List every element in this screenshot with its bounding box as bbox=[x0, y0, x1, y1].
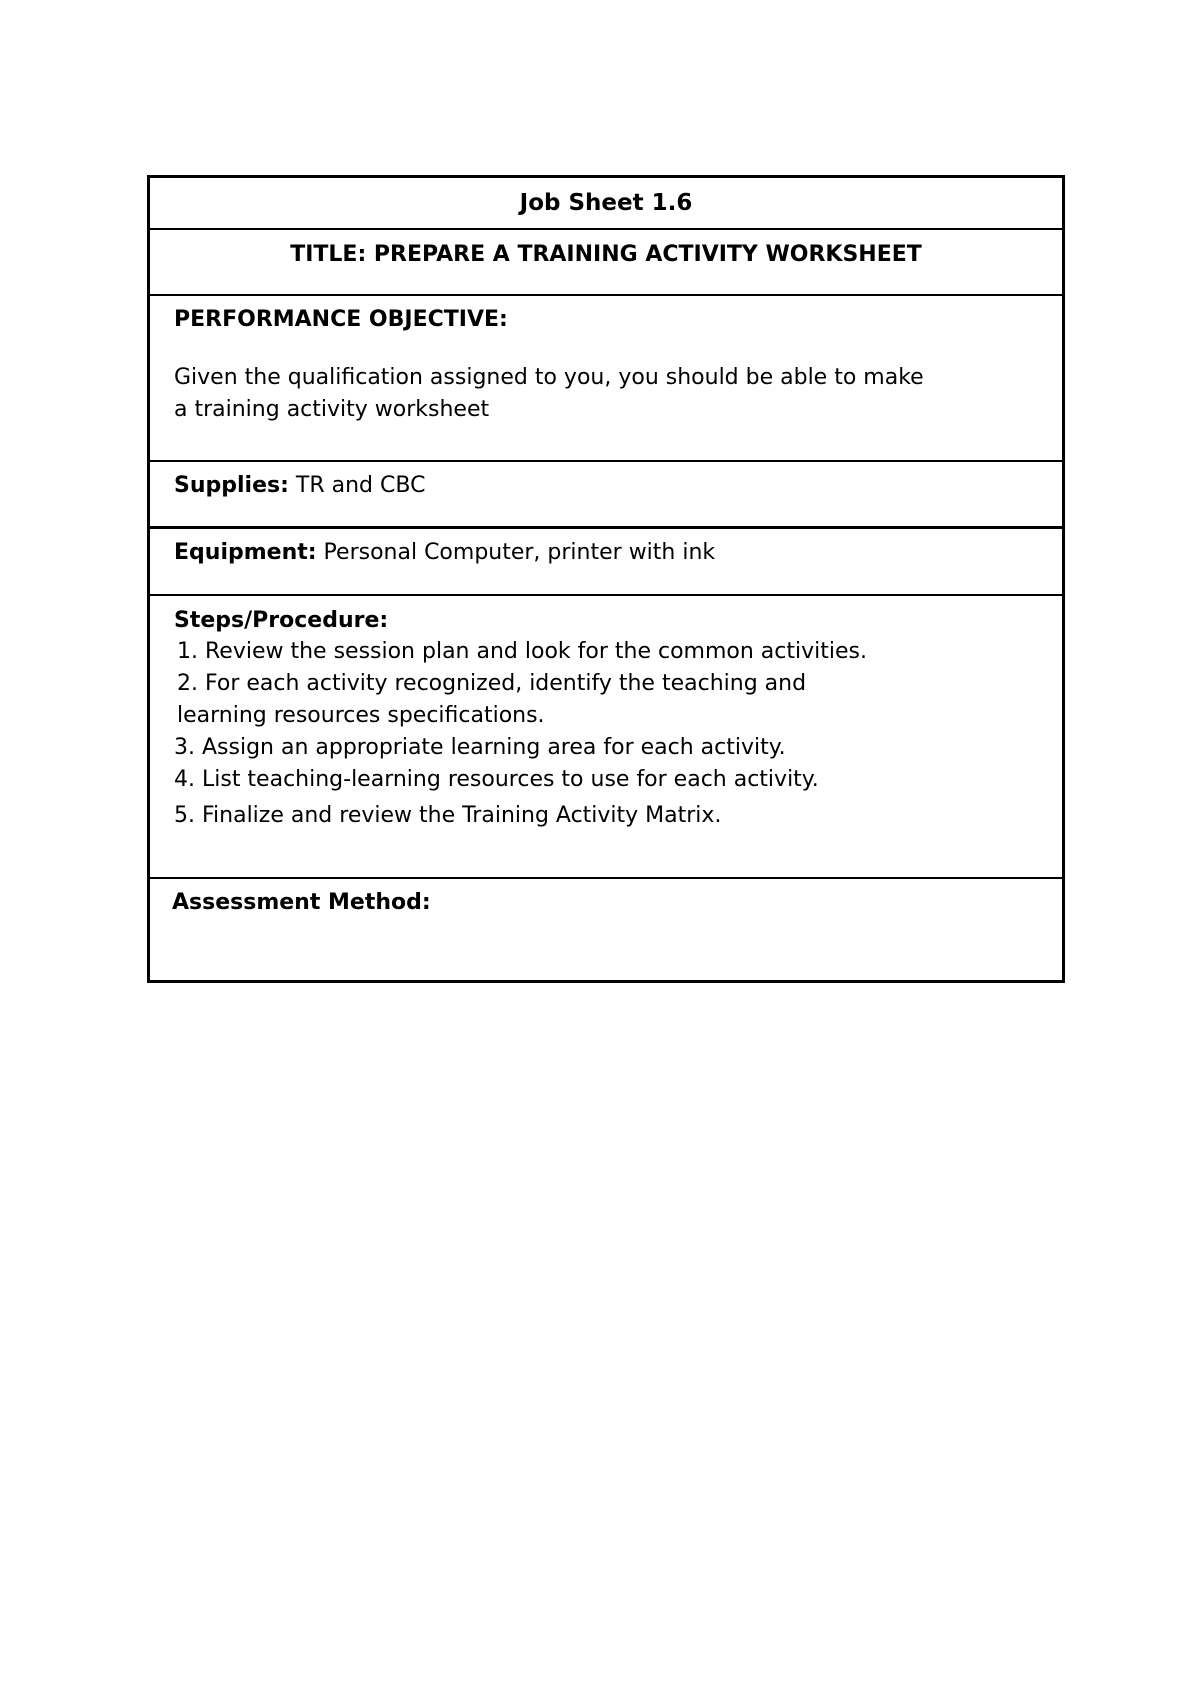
step-item: 3. Assign an appropriate learning area for each activity. bbox=[174, 735, 786, 760]
equipment-label: Equipment: bbox=[174, 540, 317, 565]
performance-objective-text: Given the qualification assigned to you, you should be able to make a training activity worksheet bbox=[174, 365, 924, 422]
job-sheet-heading: Job Sheet 1.6 bbox=[150, 178, 1062, 230]
performance-objective-section bbox=[150, 296, 1062, 462]
supplies-label: Supplies: bbox=[174, 473, 289, 498]
supplies-section bbox=[150, 462, 1062, 529]
performance-objective-label: PERFORMANCE OBJECTIVE: bbox=[174, 307, 508, 332]
step-item: 5. Finalize and review the Training Activity Matrix. bbox=[174, 803, 722, 828]
assessment-method-section bbox=[150, 879, 1062, 980]
steps-procedure-label: Steps/Procedure: bbox=[174, 608, 389, 633]
equipment-section bbox=[150, 529, 1062, 596]
step-item: 1. Review the session plan and look for the common activities. 2. For each activity recognized, identify the teaching and learning resources specifications. bbox=[177, 639, 867, 728]
step-item: 4. List teaching-learning resources to use for each activity. bbox=[174, 767, 819, 792]
steps-procedure-section bbox=[150, 596, 1062, 879]
assessment-method-label: Assessment Method: bbox=[172, 890, 431, 915]
supplies-value: TR and CBC bbox=[288, 473, 426, 498]
job-sheet-title: TITLE: PREPARE A TRAINING ACTIVITY WORKSHEET bbox=[150, 230, 1062, 296]
equipment-value: Personal Computer, printer with ink bbox=[316, 540, 716, 565]
job-sheet-table bbox=[147, 175, 1065, 983]
